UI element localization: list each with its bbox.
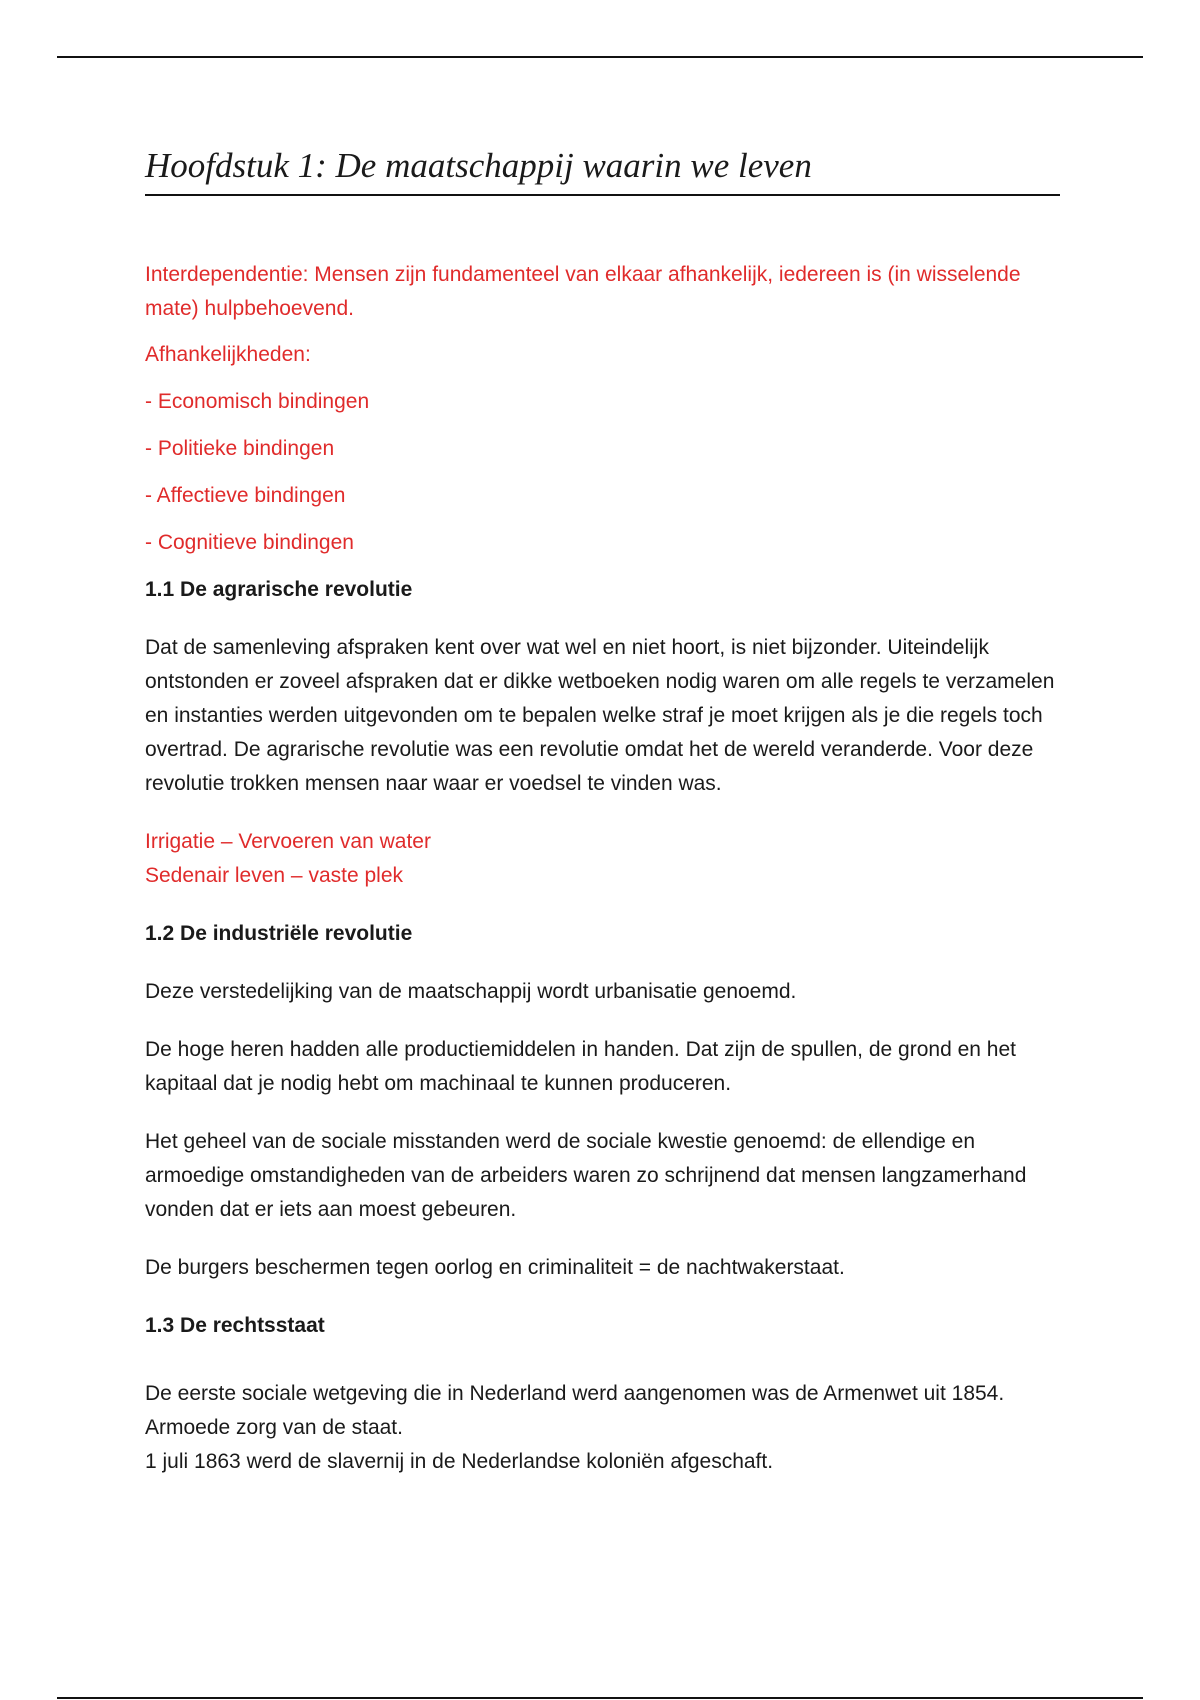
dependency-item-cognitive: - Cognitieve bindingen: [145, 531, 354, 554]
section-heading-1-1: 1.1 De agrarische revolutie: [145, 578, 413, 601]
section-1-2-paragraph-social-question: Het geheel van de sociale misstanden werd de sociale kwestie genoemd: de ellendige en armoedige omstandigheden van de arbeiders waren zo schrijnend dat mensen langzamerhand vonden dat er iets aan moest gebeuren.: [145, 1130, 1027, 1221]
dependency-item-affective: - Affectieve bindingen: [145, 484, 346, 507]
section-1-2-paragraph-urbanisation: Deze verstedelijking van de maatschappij wordt urbanisatie genoemd.: [145, 980, 797, 1003]
dependencies-label: Afhankelijkheden:: [145, 343, 311, 366]
chapter-title: Hoofdstuk 1: De maatschappij waarin we leven: [145, 145, 1060, 196]
page-top-rule: [57, 56, 1143, 58]
document-body: [145, 135, 1060, 1479]
terms-list: [145, 825, 1060, 893]
section-1-1-paragraph: Dat de samenleving afspraken kent over wat wel en niet hoort, is niet bijzonder. Uiteindelijk ontstonden er zoveel afspraken dat er dikke wetboeken nodig waren om alle regels te verzamelen en instanties werden uitgevonden om te bepalen welke straf je moet krijgen als je die regels toch overtrad. De agrarische revolutie was een revolutie omdat het de wereld veranderde. Voor deze revolutie trokken mensen naar waar er voedsel te vinden was.: [145, 636, 1055, 795]
page-bottom-rule: [57, 1697, 1143, 1699]
dependency-item-economic: - Economisch bindingen: [145, 390, 370, 413]
section-1-2-paragraph-production: De hoge heren hadden alle productiemiddelen in handen. Dat zijn de spullen, de grond en het kapitaal dat je nodig hebt om machinaal te kunnen produceren.: [145, 1038, 1016, 1095]
section-heading-1-2: 1.2 De industriële revolutie: [145, 922, 413, 945]
term-sedentary: Sedenair leven – vaste plek: [145, 864, 403, 887]
dependency-item-political: - Politieke bindingen: [145, 437, 335, 460]
section-1-3-paragraph-poor-law: De eerste sociale wetgeving die in Nederland werd aangenomen was de Armenwet uit 1854. Armoede zorg van de staat.: [145, 1382, 1005, 1439]
section-1-3-paragraph-slavery: 1 juli 1863 werd de slavernij in de Nederlandse koloniën afgeschaft.: [145, 1450, 774, 1473]
section-heading-1-3: 1.3 De rechtsstaat: [145, 1314, 325, 1337]
dependencies-list: [145, 385, 1060, 560]
section-1-2-paragraph-night-watchman: De burgers beschermen tegen oorlog en criminaliteit = de nachtwakerstaat.: [145, 1256, 845, 1279]
interdependence-definition: Interdependentie: Mensen zijn fundamenteel van elkaar afhankelijk, iedereen is (in wisselende mate) hulpbehoevend.: [145, 263, 1021, 320]
term-irrigation: Irrigatie – Vervoeren van water: [145, 830, 431, 853]
